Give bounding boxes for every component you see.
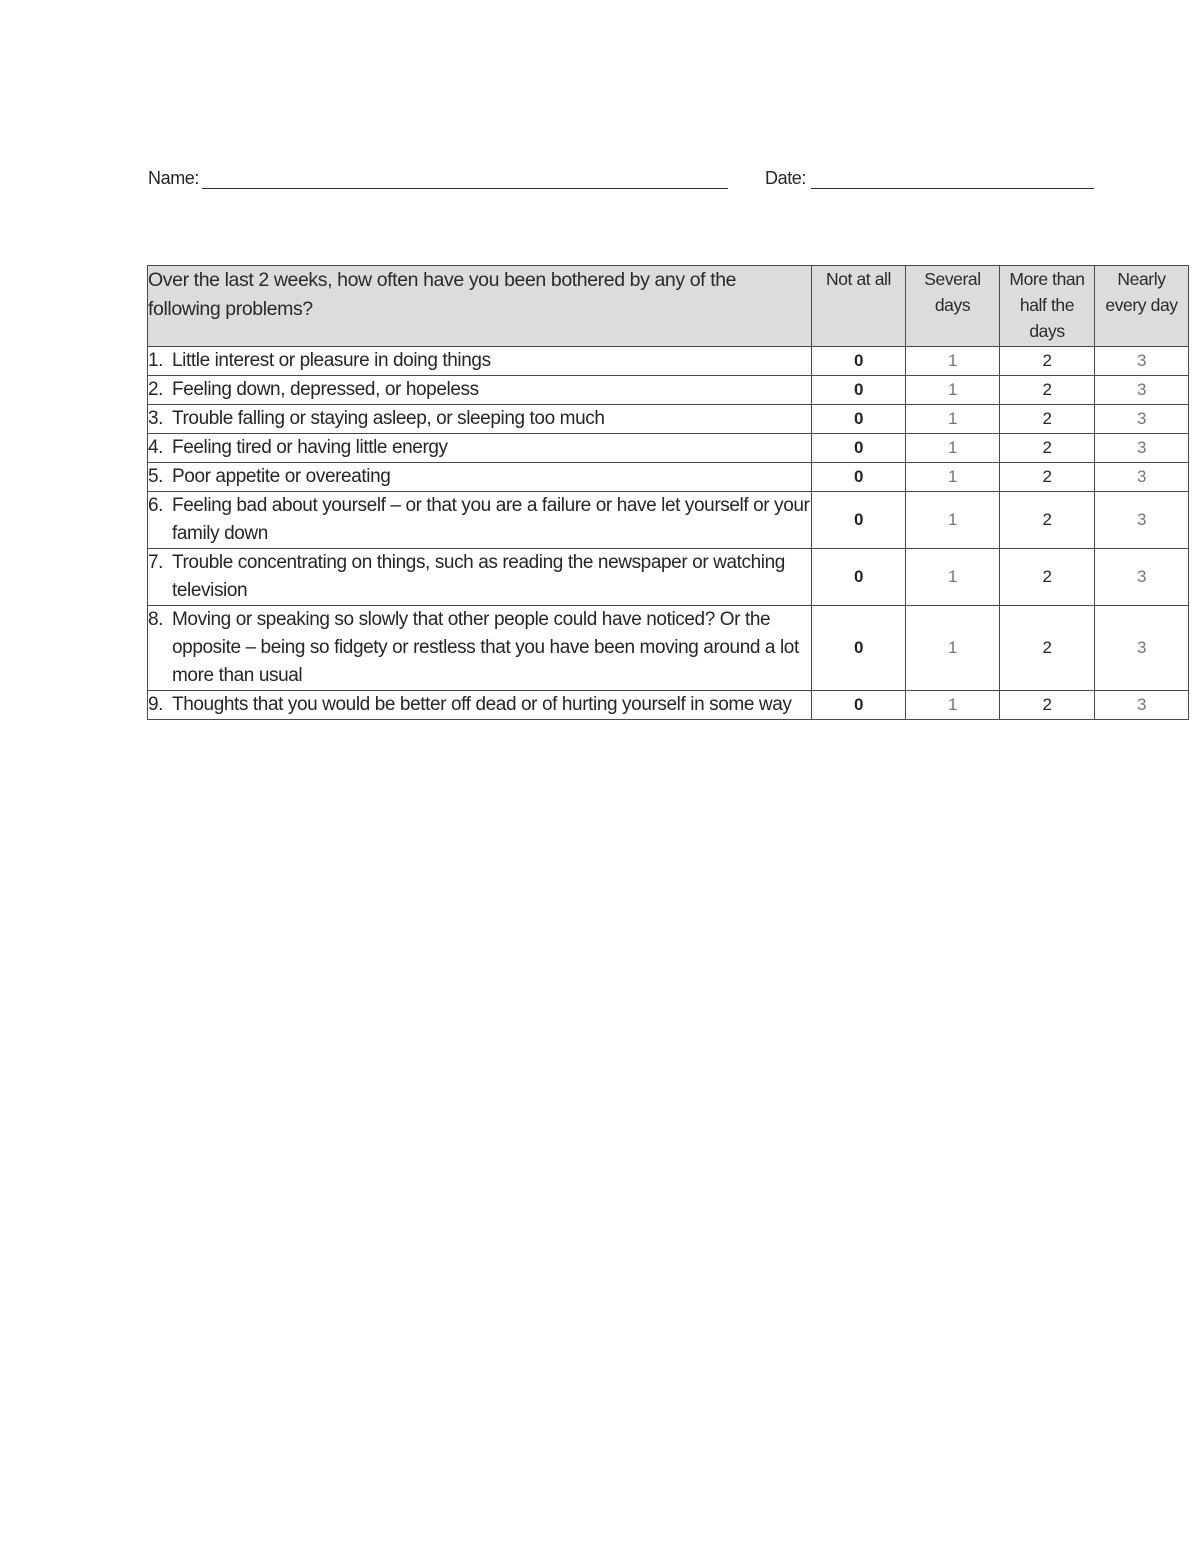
score-several-days[interactable]: 1 xyxy=(906,549,1000,606)
question-number: 1. xyxy=(148,350,164,371)
question-number: 6. xyxy=(148,495,164,516)
question-cell xyxy=(148,463,812,492)
score-several-days[interactable]: 1 xyxy=(906,606,1000,691)
score-not-at-all[interactable]: 0 xyxy=(812,492,906,549)
question-cell xyxy=(148,492,812,549)
score-nearly-every-day[interactable]: 3 xyxy=(1095,347,1189,376)
question-cell xyxy=(148,376,812,405)
name-date-row xyxy=(148,168,1098,194)
score-more-than-half[interactable]: 2 xyxy=(1000,376,1095,405)
score-more-than-half[interactable]: 2 xyxy=(1000,463,1095,492)
table-row xyxy=(148,549,1189,606)
score-several-days[interactable]: 1 xyxy=(906,376,1000,405)
score-nearly-every-day[interactable]: 3 xyxy=(1095,606,1189,691)
question-text: Moving or speaking so slowly that other people could have noticed? Or the opposite – being so fidgety or restless that you have been moving around a lot more than usual xyxy=(172,609,799,686)
question-number: 5. xyxy=(148,466,164,487)
score-several-days[interactable]: 1 xyxy=(906,347,1000,376)
table-row xyxy=(148,606,1189,691)
option-header-more-than-half: More than half the days xyxy=(1000,266,1095,347)
question-cell xyxy=(148,549,812,606)
table-header-row xyxy=(148,266,1189,347)
question-text: Trouble falling or staying asleep, or sleeping too much xyxy=(172,408,605,429)
question-number: 3. xyxy=(148,408,164,429)
option-header-nearly-every-day: Nearly every day xyxy=(1095,266,1189,347)
score-several-days[interactable]: 1 xyxy=(906,405,1000,434)
score-not-at-all[interactable]: 0 xyxy=(812,691,906,720)
score-nearly-every-day[interactable]: 3 xyxy=(1095,492,1189,549)
score-more-than-half[interactable]: 2 xyxy=(1000,492,1095,549)
table-row xyxy=(148,492,1189,549)
question-number: 8. xyxy=(148,609,164,630)
question-header: Over the last 2 weeks, how often have you been bothered by any of the following problems? xyxy=(148,266,812,347)
score-nearly-every-day[interactable]: 3 xyxy=(1095,549,1189,606)
table-row xyxy=(148,347,1189,376)
question-text: Poor appetite or overeating xyxy=(172,466,391,487)
question-text: Feeling tired or having little energy xyxy=(172,437,448,458)
score-not-at-all[interactable]: 0 xyxy=(812,347,906,376)
score-nearly-every-day[interactable]: 3 xyxy=(1095,463,1189,492)
question-text: Feeling down, depressed, or hopeless xyxy=(172,379,479,400)
score-nearly-every-day[interactable]: 3 xyxy=(1095,376,1189,405)
option-header-not-at-all: Not at all xyxy=(812,266,906,347)
question-number: 4. xyxy=(148,437,164,458)
question-text: Feeling bad about yourself – or that you are a failure or have let yourself or your family down xyxy=(172,495,810,544)
score-several-days[interactable]: 1 xyxy=(906,691,1000,720)
question-cell xyxy=(148,691,812,720)
score-more-than-half[interactable]: 2 xyxy=(1000,606,1095,691)
question-cell xyxy=(148,405,812,434)
question-number: 9. xyxy=(148,694,164,715)
score-more-than-half[interactable]: 2 xyxy=(1000,405,1095,434)
table-row xyxy=(148,434,1189,463)
question-number: 7. xyxy=(148,552,164,573)
table-row xyxy=(148,405,1189,434)
question-cell xyxy=(148,606,812,691)
question-cell xyxy=(148,347,812,376)
question-text: Trouble concentrating on things, such as reading the newspaper or watching television xyxy=(172,552,785,601)
score-more-than-half[interactable]: 2 xyxy=(1000,434,1095,463)
score-several-days[interactable]: 1 xyxy=(906,492,1000,549)
question-text: Little interest or pleasure in doing things xyxy=(172,350,491,371)
question-text: Thoughts that you would be better off dead or of hurting yourself in some way xyxy=(172,694,792,715)
score-nearly-every-day[interactable]: 3 xyxy=(1095,691,1189,720)
score-not-at-all[interactable]: 0 xyxy=(812,606,906,691)
score-not-at-all[interactable]: 0 xyxy=(812,405,906,434)
score-several-days[interactable]: 1 xyxy=(906,434,1000,463)
score-several-days[interactable]: 1 xyxy=(906,463,1000,492)
question-cell xyxy=(148,434,812,463)
score-more-than-half[interactable]: 2 xyxy=(1000,549,1095,606)
date-label: Date: xyxy=(765,168,807,188)
name-label: Name: xyxy=(148,168,200,188)
option-header-several-days: Several days xyxy=(906,266,1000,347)
score-not-at-all[interactable]: 0 xyxy=(812,549,906,606)
question-number: 2. xyxy=(148,379,164,400)
score-not-at-all[interactable]: 0 xyxy=(812,463,906,492)
score-nearly-every-day[interactable]: 3 xyxy=(1095,405,1189,434)
score-nearly-every-day[interactable]: 3 xyxy=(1095,434,1189,463)
score-more-than-half[interactable]: 2 xyxy=(1000,691,1095,720)
name-field[interactable] xyxy=(202,188,728,189)
table-row xyxy=(148,691,1189,720)
table-row xyxy=(148,463,1189,492)
score-more-than-half[interactable]: 2 xyxy=(1000,347,1095,376)
date-field[interactable] xyxy=(811,188,1094,189)
table-row xyxy=(148,376,1189,405)
phq9-table xyxy=(147,265,1189,720)
score-not-at-all[interactable]: 0 xyxy=(812,434,906,463)
score-not-at-all[interactable]: 0 xyxy=(812,376,906,405)
